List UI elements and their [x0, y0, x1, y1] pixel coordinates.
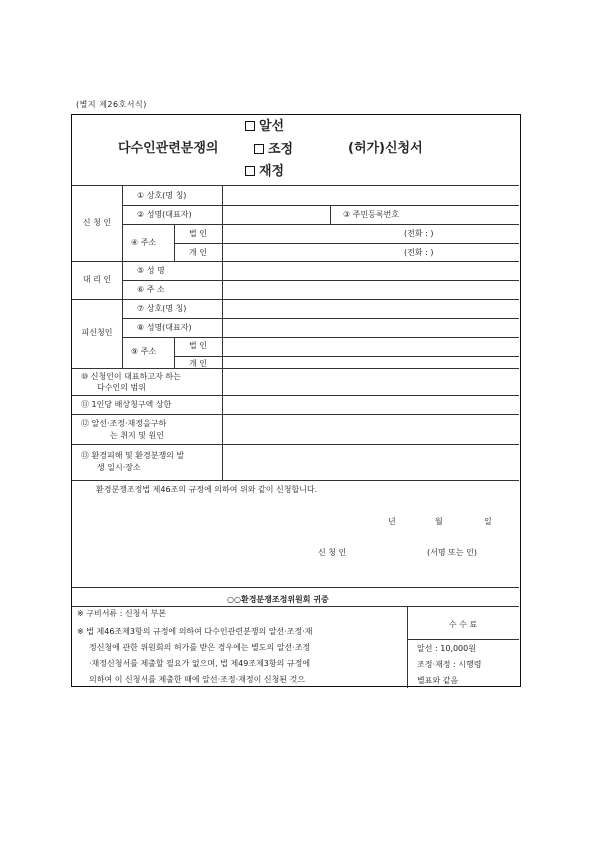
- checkbox-conciliation[interactable]: [254, 144, 264, 154]
- fee-line3: 별표와 같음: [417, 676, 459, 685]
- item13-label-line1: ⑬ 환경피해 및 환경분쟁의 발: [81, 451, 185, 460]
- fee-line2: 조정·재정 : 시행령: [417, 660, 482, 669]
- note-line3: ·재정신청서를 제출할 필요가 없으며, 법 제49조제3항의 규정에: [89, 659, 311, 668]
- applicant-representative-label: ② 성명(대표자): [137, 210, 192, 219]
- applicant-phone-2: (전화 : ): [404, 248, 434, 257]
- checkbox-mediation[interactable]: [245, 121, 255, 131]
- respondent-indiv-address-field[interactable]: [224, 358, 516, 367]
- form-title-right: (허가)신청서: [348, 141, 423, 156]
- checkbox-arbitration[interactable]: [245, 166, 255, 176]
- option-conciliation[interactable]: [254, 144, 293, 155]
- signer-label: 신 청 인: [318, 548, 347, 557]
- item11-label: ⑪ 1인당 배상청구액 상한: [81, 400, 172, 409]
- item12-label-line2: 는 취지 및 원인: [110, 431, 164, 440]
- applicant-corp-address-field[interactable]: [224, 226, 516, 242]
- option-mediation-label: 알선: [259, 119, 285, 134]
- signature-label: (서명 또는 인): [427, 548, 477, 557]
- agent-name-field[interactable]: [224, 263, 516, 279]
- note-required-documents: ※ 구비서류 : 신청서 부본: [77, 609, 167, 618]
- item12-label-line1: ⑫ 알선·조정·재정을구하: [81, 419, 167, 428]
- respondent-corp-address-field[interactable]: [224, 339, 516, 355]
- note-line4: 의하여 이 신청서를 제출한 때에 알선·조정·재정이 신청된 것으: [89, 675, 306, 684]
- item11-field[interactable]: [224, 397, 516, 413]
- respondent-representative-field[interactable]: [224, 320, 516, 336]
- applicant-name-label: ① 상호(명 칭): [137, 191, 187, 200]
- agent-address-label: ⑥ 주 소: [137, 285, 165, 294]
- applicant-id-number-label: ③ 주민등록번호: [343, 210, 400, 219]
- applicant-id-number-field[interactable]: [432, 207, 516, 223]
- applicant-corp-label: 법 인: [189, 229, 207, 238]
- respondent-name-label: ⑦ 상호(명 칭): [137, 304, 187, 313]
- item12-field[interactable]: [224, 416, 516, 443]
- agent-group-label: 대 리 인: [82, 275, 112, 284]
- item13-field[interactable]: [224, 446, 516, 479]
- agent-name-label: ⑤ 성 명: [137, 266, 165, 275]
- item10-field[interactable]: [224, 370, 516, 394]
- applicant-address-label: ④ 주소: [131, 238, 157, 247]
- option-conciliation-label: 조정: [268, 142, 294, 157]
- applicant-name-field[interactable]: [224, 187, 516, 203]
- applicant-indiv-address-field[interactable]: [224, 245, 516, 260]
- note-line2: 정신청에 관한 위원회의 허가를 받은 경우에는 별도의 알선·조정: [89, 643, 311, 652]
- applicant-group-label: 신 청 인: [82, 218, 112, 227]
- option-arbitration-label: 재정: [259, 164, 285, 179]
- date-day-label: 일: [484, 517, 492, 526]
- item10-label-line1: ⑩ 신청인이 대표하고자 하는: [81, 372, 181, 381]
- application-form: [71, 114, 521, 687]
- date-year-label: 년: [388, 517, 396, 526]
- applicant-indiv-label: 개 인: [189, 248, 207, 257]
- respondent-representative-label: ⑧ 성명(대표자): [137, 323, 192, 332]
- item10-label-line2: 다수인의 범위: [97, 383, 146, 392]
- option-arbitration[interactable]: [245, 166, 284, 177]
- fee-line1: 알선 : 10,000원: [417, 644, 476, 653]
- respondent-name-field[interactable]: [224, 301, 516, 317]
- date-month-label: 월: [435, 517, 443, 526]
- applicant-representative-field[interactable]: [224, 207, 328, 223]
- option-mediation[interactable]: [245, 121, 284, 132]
- applicant-phone-1: (전화 : ): [404, 229, 434, 238]
- recipient-label: ○○환경분쟁조정위원회 귀중: [227, 595, 329, 604]
- respondent-corp-label: 법 인: [189, 341, 207, 350]
- item13-label-line2: 생 일시·장소: [97, 463, 141, 472]
- fee-title: 수 수 료: [448, 620, 478, 629]
- agent-address-field[interactable]: [224, 282, 516, 298]
- respondent-address-label: ⑨ 주소: [131, 347, 157, 356]
- form-title-left: 다수인관련분쟁의: [118, 141, 219, 156]
- application-statement: 환경분쟁조정법 제46조의 규정에 의하여 위와 같이 신청합니다.: [96, 485, 318, 494]
- respondent-indiv-label: 개 인: [189, 359, 207, 368]
- form-number-label: (별지 제26호서식): [76, 100, 147, 109]
- note-line1: ※ 법 제46조제3항의 규정에 의하여 다수인관련분쟁의 알선·조정·재: [77, 627, 313, 636]
- respondent-group-label: 피신청인: [81, 328, 113, 337]
